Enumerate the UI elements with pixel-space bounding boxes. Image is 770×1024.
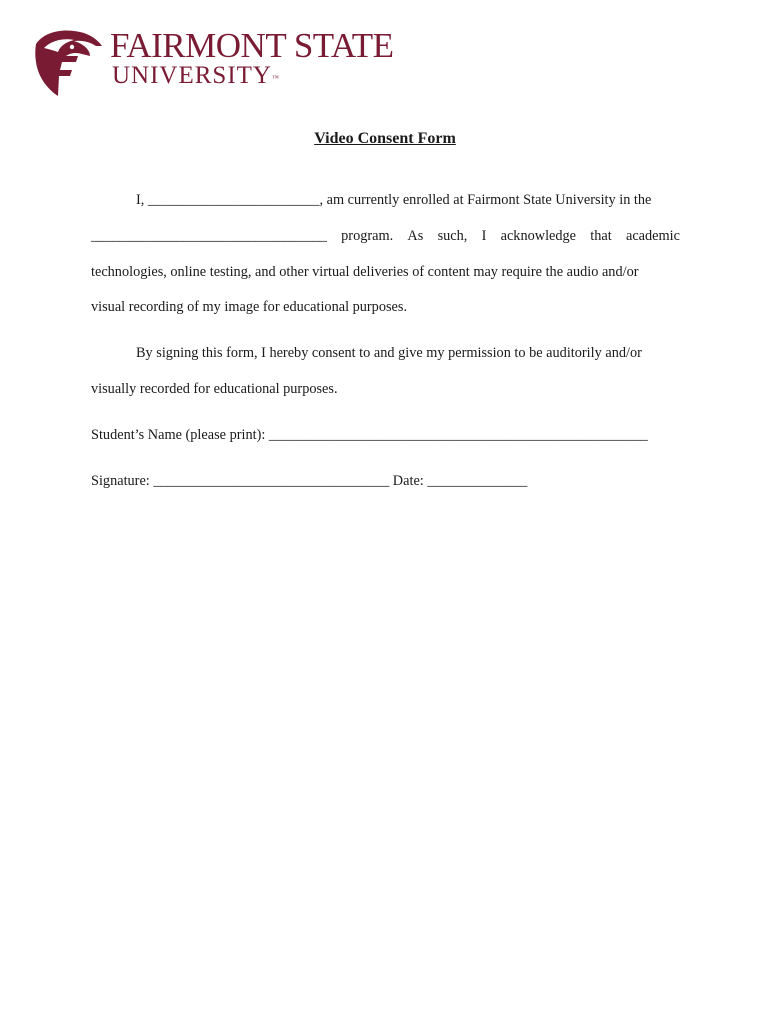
- logo-wordmark-line2: [112, 62, 279, 90]
- program-blank: _________________________________: [91, 228, 327, 244]
- word-acknowledge: acknowledge: [500, 228, 577, 244]
- paragraph1-line4: visual recording of my image for educational purposes.: [91, 299, 408, 315]
- logo-wordmark-line2-text: UNIVERSITY: [112, 62, 272, 89]
- word-that: that: [590, 228, 612, 244]
- trademark-symbol: ™: [272, 74, 279, 82]
- paragraph1-line2: [91, 226, 680, 246]
- document-title: Video Consent Form: [314, 130, 456, 147]
- signature-date-field[interactable]: Signature: _________________________________ Date: ______________: [91, 473, 528, 489]
- student-name-field[interactable]: Student’s Name (please print): _____________________________________________________: [91, 427, 648, 443]
- word-i: I: [481, 228, 487, 244]
- logo-wordmark-line1: FAIRMONT STATE: [110, 26, 394, 65]
- paragraph1-line3: technologies, online testing, and other virtual deliveries of content may require the audio and/or: [91, 264, 639, 280]
- word-as: As: [407, 228, 424, 244]
- paragraph2-line1: By signing this form, I hereby consent to and give my permission to be auditorily and/or: [136, 345, 642, 361]
- falcon-head-icon: [32, 26, 104, 98]
- word-such: such,: [437, 228, 468, 244]
- paragraph1-line1: I, ________________________, am currently enrolled at Fairmont State University in the: [136, 192, 652, 208]
- paragraph2-line2: visually recorded for educational purposes.: [91, 381, 338, 397]
- word-program: program.: [341, 228, 394, 244]
- university-logo: [32, 26, 392, 98]
- word-academic: academic: [625, 228, 680, 244]
